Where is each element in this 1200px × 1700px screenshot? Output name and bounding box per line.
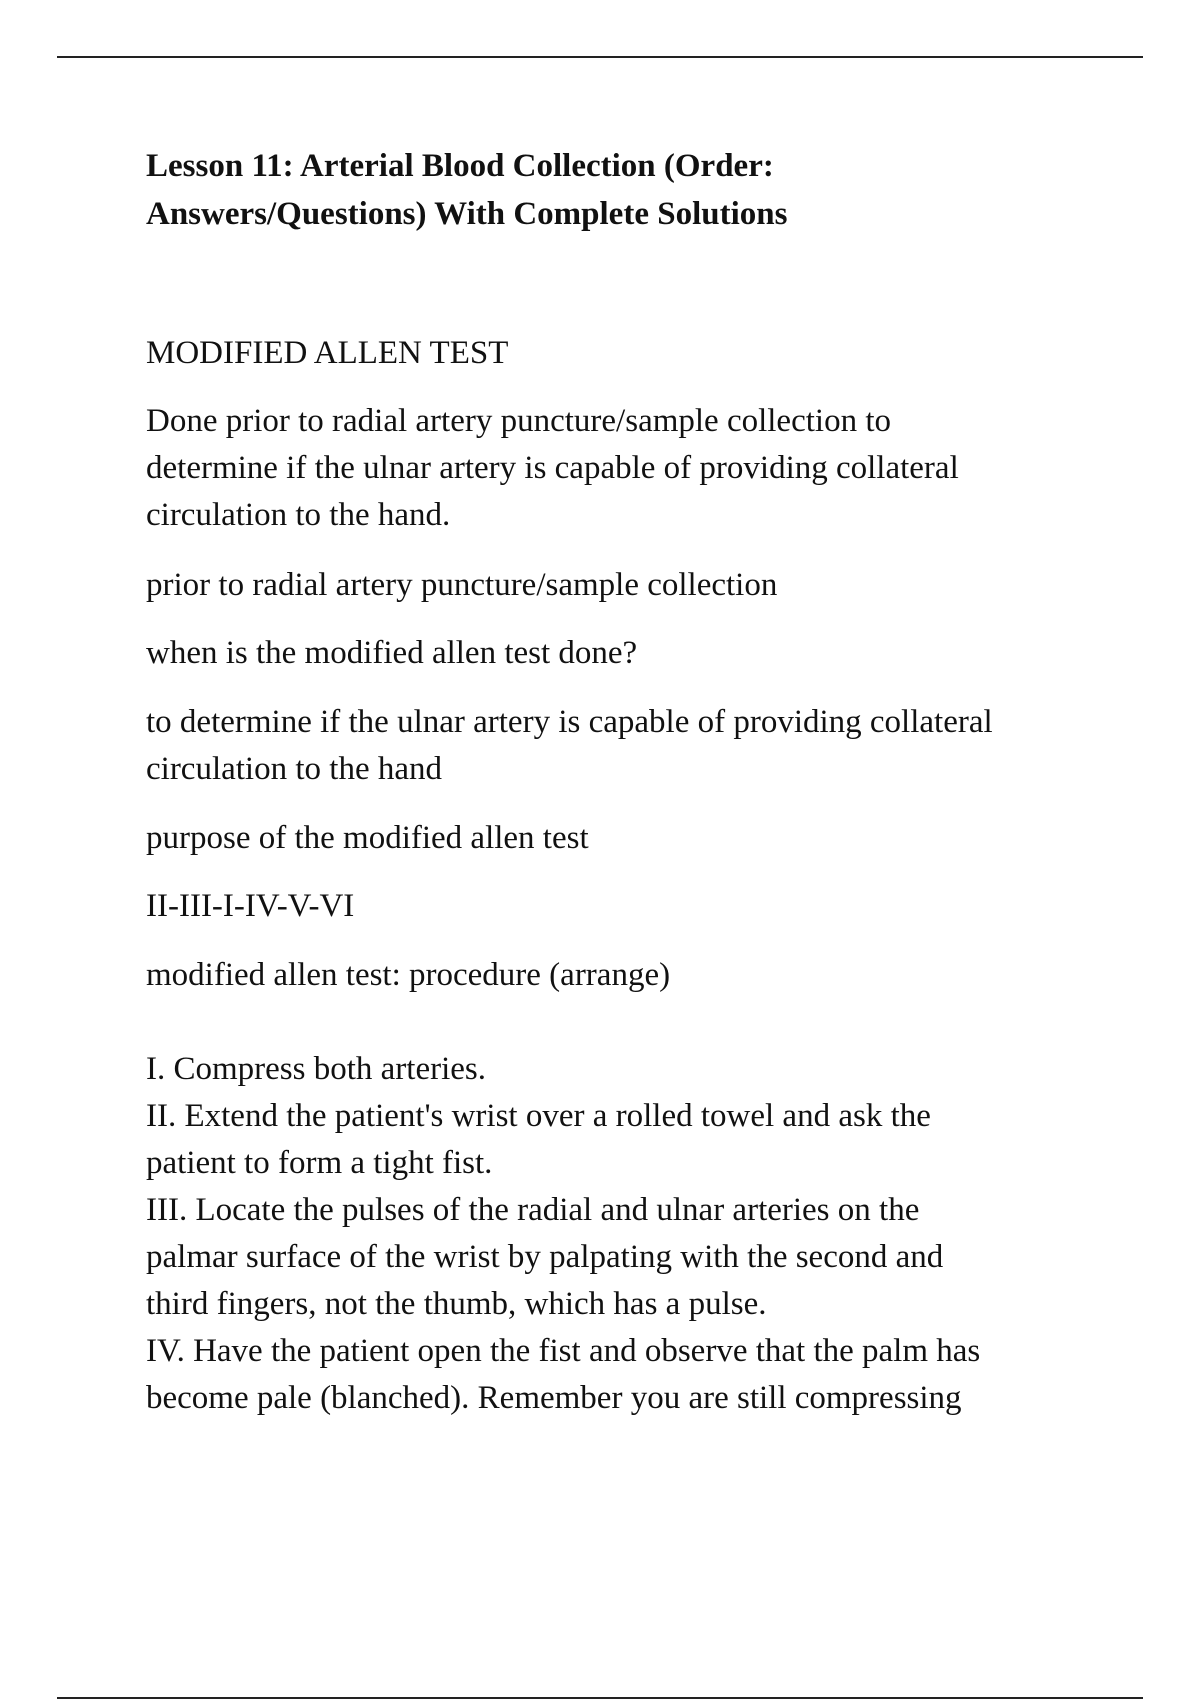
definition-line: circulation to the hand. bbox=[146, 497, 451, 533]
document-title bbox=[146, 142, 1096, 238]
section-heading: MODIFIED ALLEN TEST bbox=[146, 335, 509, 371]
procedure-line: palmar surface of the wrist by palpating with the second and bbox=[146, 1239, 944, 1275]
procedure-line: III. Locate the pulses of the radial and ulnar arteries on the bbox=[146, 1192, 920, 1228]
answer-line: II-III-I-IV-V-VI bbox=[146, 888, 355, 924]
question-paragraph bbox=[146, 952, 670, 999]
definition-line: Done prior to radial artery puncture/sample collection to bbox=[146, 403, 891, 439]
procedure-line: IV. Have the patient open the fist and observe that the palm has bbox=[146, 1333, 981, 1369]
question-paragraph bbox=[146, 630, 637, 677]
procedure-line: third fingers, not the thumb, which has a pulse. bbox=[146, 1286, 767, 1322]
procedure-line: patient to form a tight fist. bbox=[146, 1145, 493, 1181]
answer-paragraph bbox=[146, 699, 993, 793]
question-line: modified allen test: procedure (arrange) bbox=[146, 957, 671, 993]
question-paragraph bbox=[146, 815, 589, 862]
question-line: when is the modified allen test done? bbox=[146, 635, 638, 671]
answer-line: to determine if the ulnar artery is capable of providing collateral bbox=[146, 704, 993, 740]
page-content bbox=[146, 142, 1096, 1416]
procedure-list bbox=[146, 1046, 980, 1422]
answer-line: circulation to the hand bbox=[146, 751, 442, 787]
definition-paragraph bbox=[146, 398, 959, 539]
top-rule bbox=[57, 56, 1143, 58]
procedure-line: I. Compress both arteries. bbox=[146, 1051, 487, 1087]
procedure-line: become pale (blanched). Remember you are still compressing bbox=[146, 1380, 962, 1416]
title-line: Answers/Questions) With Complete Solutions bbox=[146, 196, 788, 232]
question-line: purpose of the modified allen test bbox=[146, 820, 589, 856]
bottom-rule bbox=[57, 1697, 1143, 1699]
answer-paragraph bbox=[146, 562, 777, 609]
answer-paragraph bbox=[146, 883, 354, 930]
answer-line: prior to radial artery puncture/sample collection bbox=[146, 567, 778, 603]
title-line: Lesson 11: Arterial Blood Collection (Order: bbox=[146, 148, 774, 184]
procedure-line: II. Extend the patient's wrist over a rolled towel and ask the bbox=[146, 1098, 931, 1134]
definition-line: determine if the ulnar artery is capable of providing collateral bbox=[146, 450, 959, 486]
